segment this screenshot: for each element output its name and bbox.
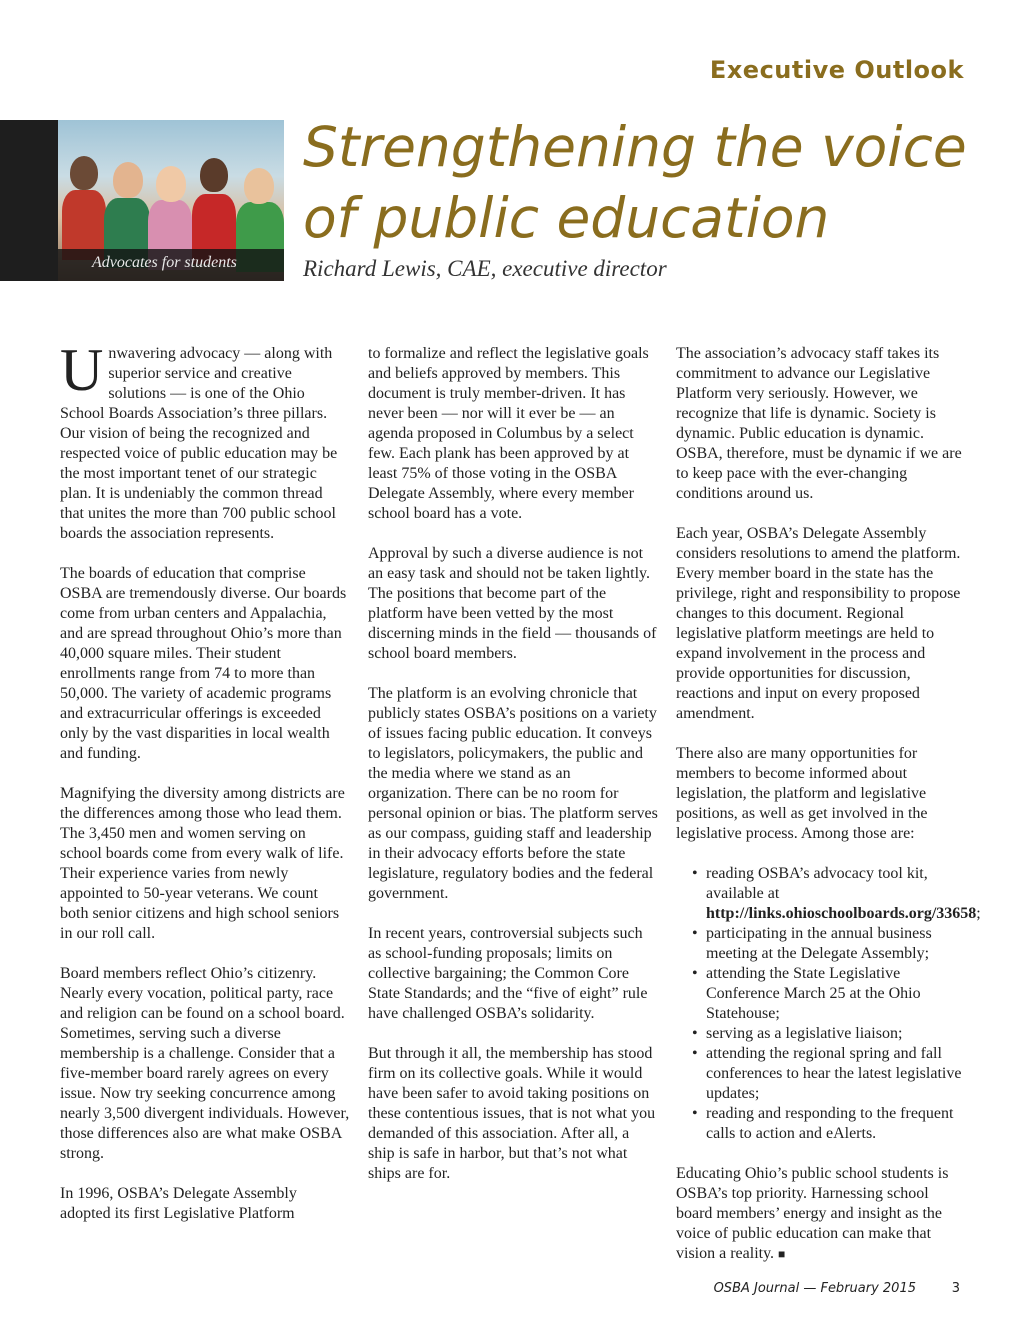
title-line-1: Strengthening the voice — [303, 115, 967, 179]
list-item: • attending the regional spring and fall conferences to hear the latest legislative updates; — [706, 1044, 968, 1104]
title-line-2: of public education — [303, 186, 830, 250]
photo-caption: Advocates for students — [92, 254, 237, 271]
article-column-2 — [368, 344, 658, 1204]
byline: Richard Lewis, CAE, executive director — [303, 256, 667, 281]
list-item: • attending the State Legislative Conference March 25 at the Ohio Statehouse; — [706, 964, 968, 1024]
list-item — [706, 864, 981, 924]
end-mark-icon: ■ — [778, 1247, 786, 1261]
toolkit-link[interactable]: http://links.ohioschoolboards.org/33658 — [706, 905, 977, 922]
paragraph: In 1996, OSBA’s Delegate Assembly adopted its first Legislative Platform — [60, 1185, 297, 1222]
paragraph: But through it all, the membership has stood firm on its collective goals. While it would have been safer to avoid taking positions on these contentious issues, that is not what you demanded of this association. After all, a ship is safe in harbor, but that’s not what ships are for. — [368, 1045, 656, 1182]
paragraph: There also are many opportunities for members to become informed about legislation, the platform and legislative positions, as well as get involved in the legislative process. Among those are: — [676, 745, 928, 842]
paragraph: Each year, OSBA’s Delegate Assembly considers resolutions to amend the platform. Every member board in the state has the privilege, right and responsibility to propose changes to this document. Regional legislative platform meetings are held to expand involvement in the process and provide opportunities for discussion, reactions and input on every proposed amendment. — [676, 525, 961, 722]
section-label: Executive Outlook — [709, 56, 964, 84]
article-title — [303, 112, 967, 254]
list-item: • participating in the annual business meeting at the Delegate Assembly; — [706, 924, 968, 964]
paragraph-text: nwavering advocacy — along with superior service and creative solutions — is one of the Ohio School Boards Association’s three pillars. Our vision of being the recognized and respected voice of public education may be the most important tenet of our strategic plan. It is undeniably the common thread that unites the more than 700 public school boards the association represents. — [60, 345, 338, 542]
list-item-punct: ; — [976, 905, 981, 922]
paragraph: The platform is an evolving chronicle that publicly states OSBA’s positions on a variety of issues facing public education. It conveys to legislators, policymakers, the public and the media where we stand as an organization. There can be no room for personal opinion or bias. The platform serves as our compass, guiding staff and leadership in their advocacy efforts before the state legislature, regulatory bodies and the federal government. — [368, 685, 658, 902]
list-item: • reading and responding to the frequent calls to action and eAlerts. — [706, 1104, 968, 1144]
paragraph: In recent years, controversial subjects such as school-funding proposals; limits on collective bargaining; the Common Core State Standards; and the “five of eight” rule have challenged OSBA’s solidarity. — [368, 925, 648, 1022]
list-item: • serving as a legislative liaison; — [706, 1024, 968, 1044]
article-column-1 — [60, 337, 350, 1244]
paragraph — [60, 337, 350, 544]
paragraph: to formalize and reflect the legislative goals and beliefs approved by members. This document is truly member-driven. It has never been — nor will it ever be — an agenda proposed in Columbus by a select few. Each plank has been approved by at least 75% of those voting in the OSBA Delegate Assembly, where every member school board has a vote. — [368, 345, 649, 522]
footer-publication: OSBA Journal — February 2015 — [713, 1281, 916, 1296]
paragraph: Approval by such a diverse audience is not an easy task and should not be taken lightly. The positions that become part of the platform have been vetted by the most discerning minds in the field — thousands of school board members. — [368, 545, 657, 662]
paragraph: The boards of education that comprise OSBA are tremendously diverse. Our boards come from urban centers and Appalachia, and are spread throughout Ohio’s more than 40,000 square miles. Their student enrollments range from 74 to more than 50,000. The variety of academic programs and extracurricular offerings is exceeded only by the vast disparities in local wealth and funding. — [60, 565, 347, 762]
paragraph-text: Educating Ohio’s public school students is OSBA’s top priority. Harnessing school board members’ energy and insight as the voice of public education can make that vision a reality. — [676, 1165, 949, 1262]
paragraph: The association’s advocacy staff takes its commitment to advance our Legislative Platform very seriously. However, we recognize that life is dynamic. Society is dynamic. Public education is dynamic. OSBA, therefore, must be dynamic if we are to keep pace with the ever-changing conditions around us. — [676, 345, 962, 502]
paragraph: Magnifying the diversity among districts are the differences among those who lead them. The 3,450 men and women serving on school boards come from every walk of life. Their experience varies from newly appointed to 50-year veterans. We count both senior citizens and high school seniors in our roll call. — [60, 785, 345, 942]
article-column-3 — [676, 344, 981, 1284]
opportunities-list — [676, 864, 981, 1144]
page-number: 3 — [951, 1281, 960, 1296]
list-item-text: reading OSBA’s advocacy tool kit, available at — [706, 865, 928, 902]
drop-cap: U — [60, 337, 104, 403]
paragraph: Board members reflect Ohio’s citizenry. Nearly every vocation, political party, race and religion can be found on a school board. Sometimes, serving such a diverse membership is a challenge. Consider that a five-member board rarely agrees on every issue. Now try seeking concurrence among nearly 3,500 divergent individuals. However, those differences also are what make OSBA strong. — [60, 965, 350, 1162]
paragraph — [676, 1164, 968, 1264]
